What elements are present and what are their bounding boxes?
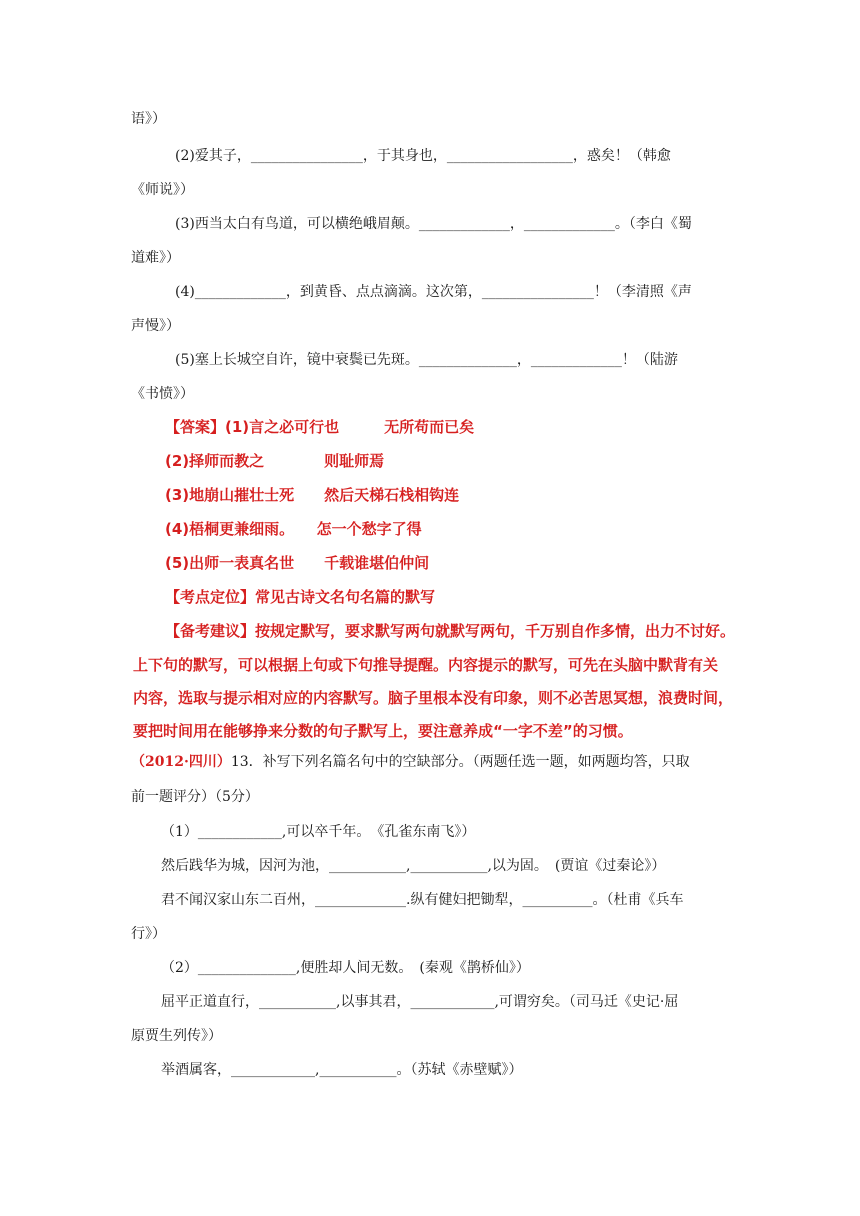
kaodian-text: 常见古诗文名句名篇的默写 [255, 588, 436, 606]
question-13-title [131, 752, 690, 772]
text-line: 《师说》） [131, 182, 194, 198]
kaodian-tag: 【考点定位】 [165, 588, 256, 606]
text-line: 然后践华为城，因河为池，___________,___________,以为固。 (贾谊《过秦论》） [161, 858, 666, 874]
answer-tag: 【答案】 [165, 418, 226, 436]
text-line: 道难》） [131, 250, 180, 266]
text-line: （2）______________,便胜却人间无数。 (秦观《鹊桥仙》） [161, 960, 530, 976]
text-line: (3)西当太白有鸟道，可以横绝峨眉颠。_____________，_____________。（李白《蜀 [175, 216, 692, 232]
answer-line-1 [165, 417, 474, 437]
question-source: （2012·四川） [131, 754, 231, 770]
beikao-line-2: 上下句的默写，可以根据上句或下句推导提醒。内容提示的默写，可先在头脑中默背有关 [133, 656, 719, 674]
answer-line-5: (5)出师一表真名世 千载谁堪伯仲间 [165, 554, 430, 572]
text-line: 君不闻汉家山东二百州，_____________.纵有健妇把锄犁，__________。（杜甫《兵车 [161, 892, 684, 908]
answer-line-4: (4)梧桐更兼细雨。 怎一个愁字了得 [165, 520, 422, 538]
answer-text: (1)言之必可行也 无所苟而已矣 [225, 418, 475, 436]
question-text: 13．补写下列名篇名句中的空缺部分。（两题任选一题，如两题均答，只取 [230, 754, 690, 770]
text-line: 前一题评分）（5分） [131, 789, 259, 805]
text-line: (2)爱其子，________________，于其身也，__________________，惑矣！（韩愈 [175, 148, 671, 164]
beikao-tag: 【备考建议】 [165, 622, 256, 640]
beikao-line-1 [165, 621, 735, 641]
text-line: (4)_____________，到黄昏、点点滴滴。这次第，________________！（李清照《声 [175, 284, 692, 300]
kaodian-line [165, 587, 435, 607]
answer-line-3: (3)地崩山摧壮士死 然后天梯石栈相钩连 [165, 486, 460, 504]
text-line: 声慢》） [131, 318, 180, 334]
text-line: 举酒属客，____________,___________。（苏轼《赤壁赋》） [161, 1062, 523, 1078]
beikao-text: 按规定默写，要求默写两句就默写两句，千万别自作多情，出力不讨好。 [255, 622, 736, 640]
text-line: 语》） [131, 111, 166, 127]
text-line: 原贾生列传》） [131, 1028, 222, 1044]
beikao-line-4: 要把时间用在能够挣来分数的句子默写上，要注意养成“一字不差”的习惯。 [133, 722, 633, 740]
text-line: (5)塞上长城空自许，镜中衰鬓已先斑。______________，_____________！（陆游 [175, 352, 678, 368]
text-line: 屈平正道直行，___________,以事其君，____________,可谓穷矣。（司马迁《史记·屈 [161, 994, 679, 1010]
text-line: （1）____________,可以卒千年。 《孔雀东南飞》） [161, 824, 476, 840]
beikao-line-3: 内容，选取与提示相对应的内容默写。脑子里根本没有印象，则不必苦思冥想，浪费时间， [133, 689, 734, 707]
text-line: 《书愤》） [131, 386, 194, 402]
answer-line-2: (2)择师而教之 则耻师焉 [165, 452, 385, 470]
text-line: 行》） [131, 926, 166, 942]
